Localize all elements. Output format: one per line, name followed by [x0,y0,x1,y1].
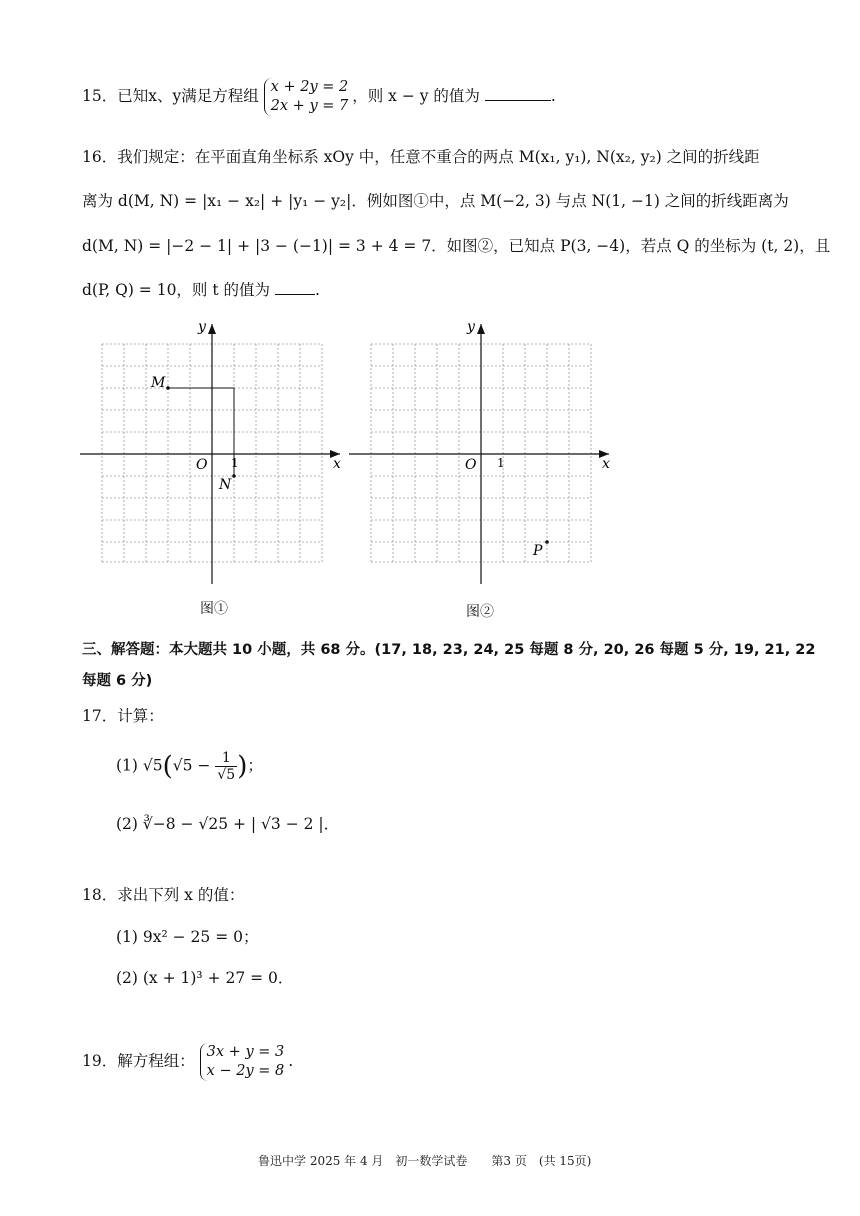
question-19 [82,1043,293,1081]
q17-p1-sqrt5: (1) √5 [116,756,163,775]
q15-post-text: ，则 x − y 的值为 [352,87,480,105]
fig1-y-label: y [198,319,206,335]
q19-eq2: x − 2y = 8 [206,1063,285,1079]
q16-line2: 离为 d(M, N) = |x₁ − x₂| + |y₁ − y₂|．例如图①中，点 M(−2, 3) 与点 N(1, −1) 之间的折线距离为 [82,192,789,210]
fig1-tick-label: 1 [231,456,239,470]
q17-p1-inner: √5 − [172,756,211,775]
question-15 [82,78,556,116]
section-3-header-line1: 三、解答题：本大题共 10 小题，共 68 分。(17, 18, 23, 24, 25 每题 8 分, 20, 26 每题 5 分, 19, 21, 22 [82,642,816,658]
q18-part1: (1) 9x² − 25 = 0； [116,928,259,946]
q16-line4-text: d(P, Q) = 10，则 t 的值为 [82,281,271,299]
fig1-m-label: M [151,375,166,391]
q16-line3: d(M, N) = |−2 − 1| + |3 − (−1)| = 3 + 4 = 7．如图②，已知点 P(3, −4)，若点 Q 的坐标为 (t, 2)，且 [82,237,831,255]
q16-line4-end: . [314,281,320,299]
q15-equation-system [264,78,353,116]
q18-part2: (2) (x + 1)³ + 27 = 0． [116,969,294,987]
fig2-tick-label: 1 [497,456,505,470]
figure-1-grid [78,316,348,586]
fig1-y-arrow [208,324,216,334]
q17-p1-frac-num: 1 [215,750,237,767]
figure-2-caption: 图② [466,604,494,620]
q19-eq1: 3x + y = 3 [206,1044,285,1060]
q17-p1-frac-den: √5 [217,767,236,783]
fig1-point-n [232,474,236,478]
fig1-x-label: x [333,456,341,472]
q16-line1: 16．我们规定：在平面直角坐标系 xOy 中，任意不重合的两点 M(x₁, y₁), N(x₂, y₂) 之间的折线距 [82,148,760,166]
q16-line4 [82,279,320,301]
figure-2-grid [347,316,617,586]
q19-equation-system [200,1043,289,1081]
q17-title: 17．计算： [82,707,164,725]
fig2-x-label: x [602,456,610,472]
fig2-p-label: P [533,543,543,559]
q17-part1: (1) √5(√5 − $\frac{1}{√5}$ )； [116,750,263,783]
page-footer: 鲁迅中学 2025 年 4 月 初一数学试卷 第3 页 (共 15页) [258,1154,592,1168]
q17-p1-end: ； [247,756,263,775]
fig1-n-label: N [219,477,232,493]
q19-text: 19．解方程组： [82,1052,195,1070]
section-3-header-line2: 每题 6 分) [82,673,153,689]
fig2-y-arrow [477,324,485,334]
figure-1-caption: 图① [200,601,228,617]
q15-number-and-text: 15．已知x、y满足方程组 [82,87,259,105]
q15-end: . [550,87,556,105]
q17-part2: (2) ∛−8 − √25 + | √3 − 2 |． [116,815,340,833]
q16-answer-blank [275,280,315,295]
fig2-origin-label: O [465,457,477,473]
fig1-point-m [166,386,170,390]
q18-title: 18．求出下列 x 的值： [82,886,245,904]
q17-p1-fraction [215,750,237,783]
q15-answer-blank [485,86,551,101]
fig2-point-p [545,540,549,544]
fig1-origin-label: O [196,457,208,473]
fig2-y-label: y [467,319,475,335]
q15-eq2: 2x + y = 7 [270,98,349,114]
q19-end: . [288,1052,294,1070]
q15-eq1: x + 2y = 2 [270,79,349,95]
